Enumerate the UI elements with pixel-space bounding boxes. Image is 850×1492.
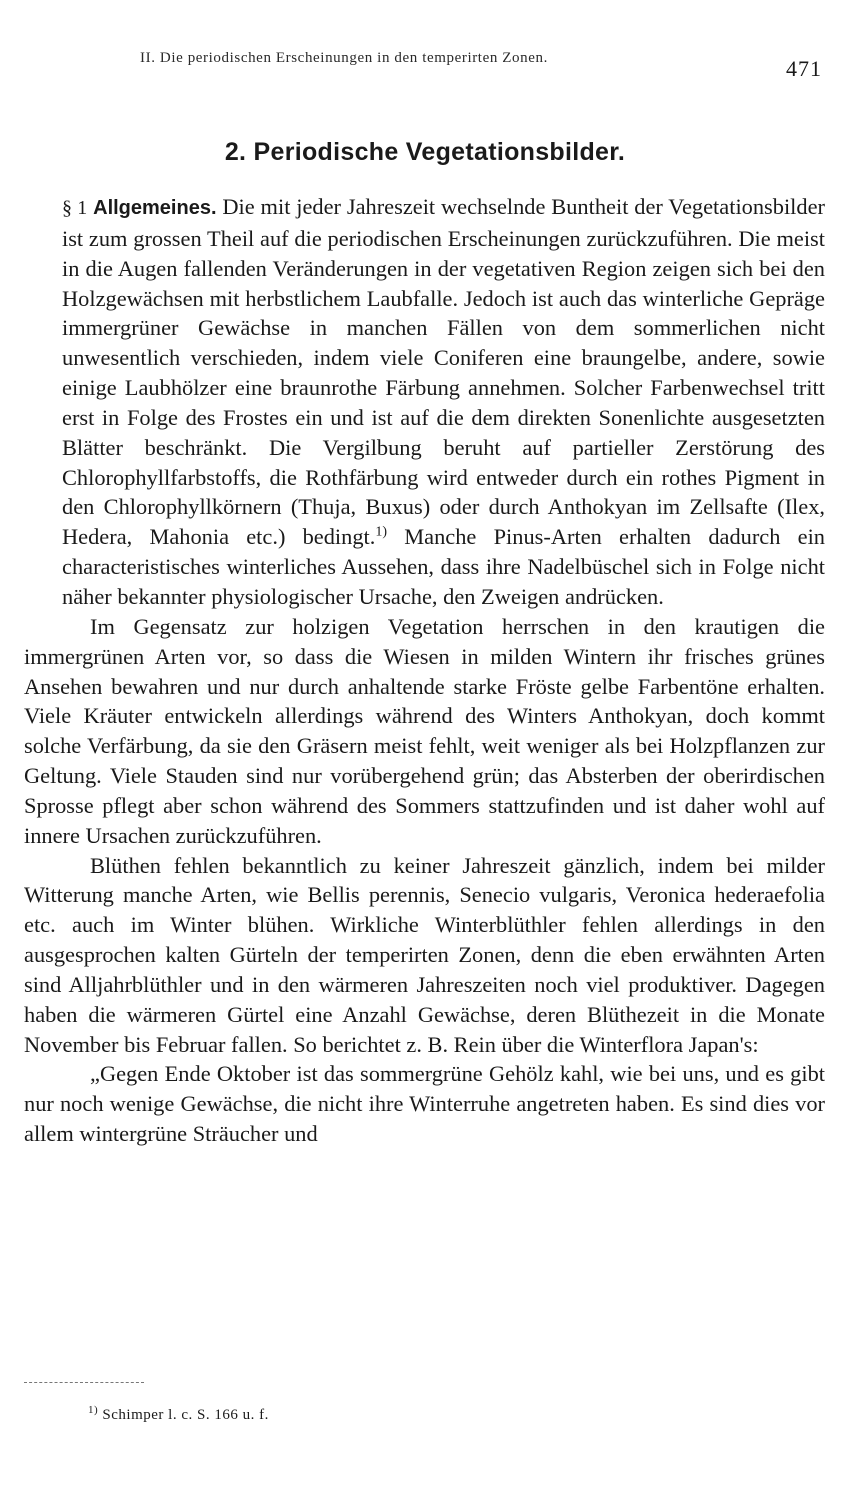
- footnote-reference[interactable]: 1): [375, 524, 388, 540]
- paragraph-1-text-a: Die mit jeder Jahreszeit wechselnde Buntheit der Vegetationsbilder ist zum grossen Theil auf die periodischen Erscheinungen zurückzuführen. Die meist in die Augen fallenden Veränderungen in der vegetativen Region zeigen sich bei den Holzgewächsen mit herbstlichem Laubfalle. Jedoch ist auch das winterliche Gepräge immergrüner Gewächse in manchen Fällen von dem sommerlichen nicht unwesentlich verschieden, indem viele Coniferen eine braungelbe, andere, sowie einige Laubhölzer eine braunrothe Färbung annehmen. Solcher Farbenwechsel tritt erst in Folge des Frostes ein und ist auf die dem direkten Sonenlichte ausgesetzten Blätter beschränkt. Die Vergilbung beruht auf partieller Zerstörung des Chlorophyllfarbstoffs, die Rothfärbung wird entweder durch ein rothes Pigment in den Chlorophyllkörnern (Thuja, Buxus) oder durch Anthokyan im Zellsafte (Ilex, Hedera, Mahonia etc.) bedingt.: [62, 194, 825, 550]
- footnote-marker: 1): [88, 1404, 99, 1416]
- running-head: II. Die periodischen Erscheinungen in den temperirten Zonen.: [140, 50, 548, 66]
- paragraph-1: [24, 192, 825, 612]
- body-text: [24, 192, 825, 1149]
- section-symbol: § 1: [62, 197, 88, 219]
- footnote-text: Schimper l. c. S. 166 u. f.: [98, 1407, 269, 1423]
- paragraph-4: „Gegen Ende Oktober ist das sommergrüne Gehölz kahl, wie bei uns, und es gibt nur noch wenige Gewächse, die nicht ihre Winterruhe angetreten haben. Es sind dies vor allem wintergrüne Sträucher und: [24, 1061, 825, 1147]
- footnote-divider: [24, 1382, 144, 1383]
- paragraph-1-text-b: Manche Pinus-Arten erhalten dadurch ein characteristisches winterliches Aussehen, dass ihre Nadelbüschel sich in Folge nicht näher bekannter physiologischer Ursache, den Zweigen andrücken.: [62, 524, 825, 609]
- paragraph-2: Im Gegensatz zur holzigen Vegetation herrschen in den krautigen die immergrünen Arten vor, so dass die Wiesen in milden Wintern ihr frisches grünes Ansehen bewahren und nur durch anhaltende starke Fröste gelbe Farbentöne erhalten. Viele Kräuter entwickeln allerdings während des Winters Anthokyan, doch kommt solche Verfärbung, da sie den Gräsern meist fehlt, weit weniger als bei Holzpflanzen zur Geltung. Viele Stauden sind nur vorübergehend grün; das Absterben der oberirdischen Sprosse pflegt aber schon während des Sommers stattzufinden und ist daher wohl auf innere Ursachen zurückzuführen.: [24, 613, 825, 848]
- subheading: Allgemeines.: [93, 197, 217, 219]
- page-number: 471: [786, 56, 822, 81]
- section-title: 2. Periodische Vegetationsbilder.: [224, 138, 626, 166]
- footnote: [88, 1404, 269, 1424]
- paragraph-3: Blüthen fehlen bekanntlich zu keiner Jahreszeit gänzlich, indem bei milder Witterung manche Arten, wie Bellis perennis, Senecio vulgaris, Veronica hederaefolia etc. auch im Winter blühen. Wirkliche Winterblüthler fehlen allerdings in den ausgesprochen kalten Gürteln der temperirten Zonen, denn die eben erwähnten Arten sind Alljahrblüthler und in den wärmeren Jahreszeiten noch viel produktiver. Dagegen haben die wärmeren Gürtel eine Anzahl Gewächse, deren Blüthezeit in die Monate November bis Februar fallen. So berichtet z. B. Rein über die Winterflora Japan's:: [24, 852, 825, 1057]
